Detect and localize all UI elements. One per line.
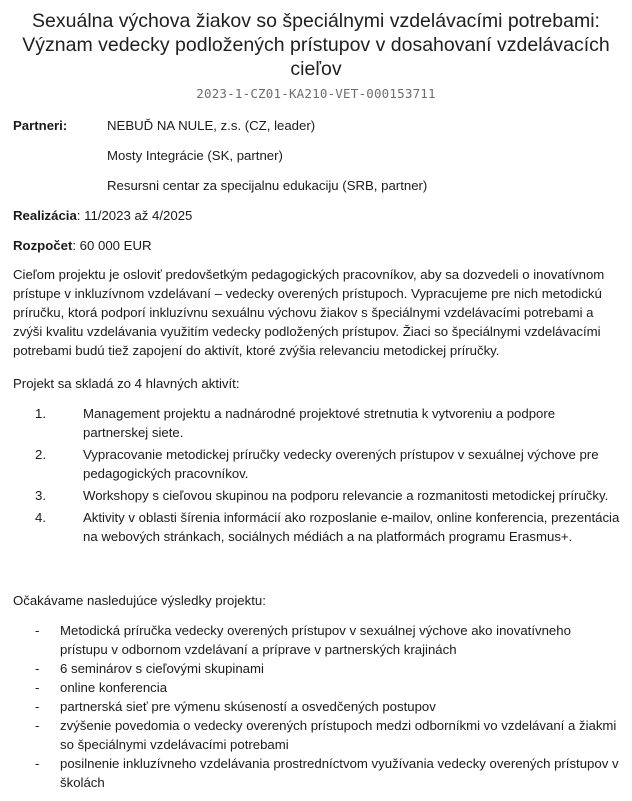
list-item [0,445,632,483]
list-dash: - [35,661,40,676]
list-item-text: zvýšenie povedomia o vedecky overených prístupoch medzi odborníkmi vo vzdelávaní a žiakmi so špeciálnymi vzdelávacími potrebami [60,718,617,752]
list-number: 4. [35,510,46,525]
list-number: 2. [35,447,46,462]
list-item [0,508,632,546]
realization-line [13,206,192,225]
list-item-text: partnerská sieť pre výmenu skúseností a osvedčených postupov [60,699,436,714]
partner-item: Resursni centar za specijalnu edukaciju (SRB, partner) [107,178,428,193]
list-item [0,659,632,678]
list-item [0,716,632,754]
list-item [0,486,632,505]
intro-paragraph: Cieľom projektu je osloviť predovšetkým pedagogických pracovníkov, aby sa dozvedeli o inovatívnom prístupe v inkluzívnom vzdelávaní – vedecky overených prístupoch. Vypracujeme pre nich metodickú príručku, ktorá podporí inkluzívnu sexuálnu výchovu žiakov s špeciálnymi vzdelávacími potrebami a zvýši kvalitu vzdelávania využitím vedecky podložených prístupov. Žiaci so špeciálnymi vzdelávacími potrebami budú tiež zapojení do aktivít, ktoré zvýšia relevanciu metodickej príručky. [13,267,605,358]
realization-label: Realizácia [13,208,77,223]
list-dash: - [35,756,40,771]
list-item-text: Workshopy s cieľovou skupinou na podporu relevancie a rozmanitosti metodickej príručky. [83,488,609,503]
realization-value: : 11/2023 až 4/2025 [76,208,193,223]
partner-item: NEBUĎ NA NULE, z.s. (CZ, leader) [107,118,316,133]
list-item-text: Aktivity v oblasti šírenia informácií ako rozposlanie e-mailov, online konferencia, prezentácia na webových stránkach, sociálnych médiách a na platformách programu Erasmus+. [83,510,620,544]
list-item [0,754,632,792]
budget-value: : 60 000 EUR [72,238,152,253]
results-intro: Očakávame nasledujúce výsledky projektu: [13,593,266,608]
list-item-text: online konferencia [60,680,168,695]
list-item-text: Vypracovanie metodickej príručky vedecky overených prístupov v sexuálnej výchove pre pedagogických pracovníkov. [83,447,599,481]
list-item-text: 6 seminárov s cieľovými skupinami [60,661,264,676]
list-dash: - [35,623,40,638]
list-dash: - [35,718,40,733]
list-dash: - [35,680,40,695]
partner-item: Mosty Integrácie (SK, partner) [107,148,283,163]
list-item [0,697,632,716]
budget-line [13,236,152,255]
document-title: Sexuálna výchova žiakov so špeciálnymi vzdelávacími potrebami: Význam vedecky podložených prístupov v dosahovaní vzdelávacích cieľov [22,10,610,80]
list-item-text: Management projektu a nadnárodné projektové stretnutia k vytvoreniu a podpore partnerskej siete. [83,406,556,440]
project-code: 2023-1-CZ01-KA210-VET-000153711 [196,86,436,101]
list-item [0,678,632,697]
activities-list [0,404,632,549]
list-item-text: posilnenie inkluzívneho vzdelávania prostredníctvom využívania vedecky overených prístupov v školách [60,756,619,790]
list-dash: - [35,699,40,714]
list-item [0,404,632,442]
list-number: 1. [35,406,46,421]
list-item-text: Metodická príručka vedecky overených prístupov v sexuálnej výchove ako inovatívneho prístupu v odbornom vzdelávaní a príprave v partnerských krajinách [60,623,571,657]
list-item [0,621,632,659]
partners-label: Partneri: [13,118,68,133]
list-number: 3. [35,488,46,503]
activities-intro: Projekt sa skladá zo 4 hlavných aktivít: [13,376,240,391]
results-list [0,621,632,792]
budget-label: Rozpočet [13,238,73,253]
